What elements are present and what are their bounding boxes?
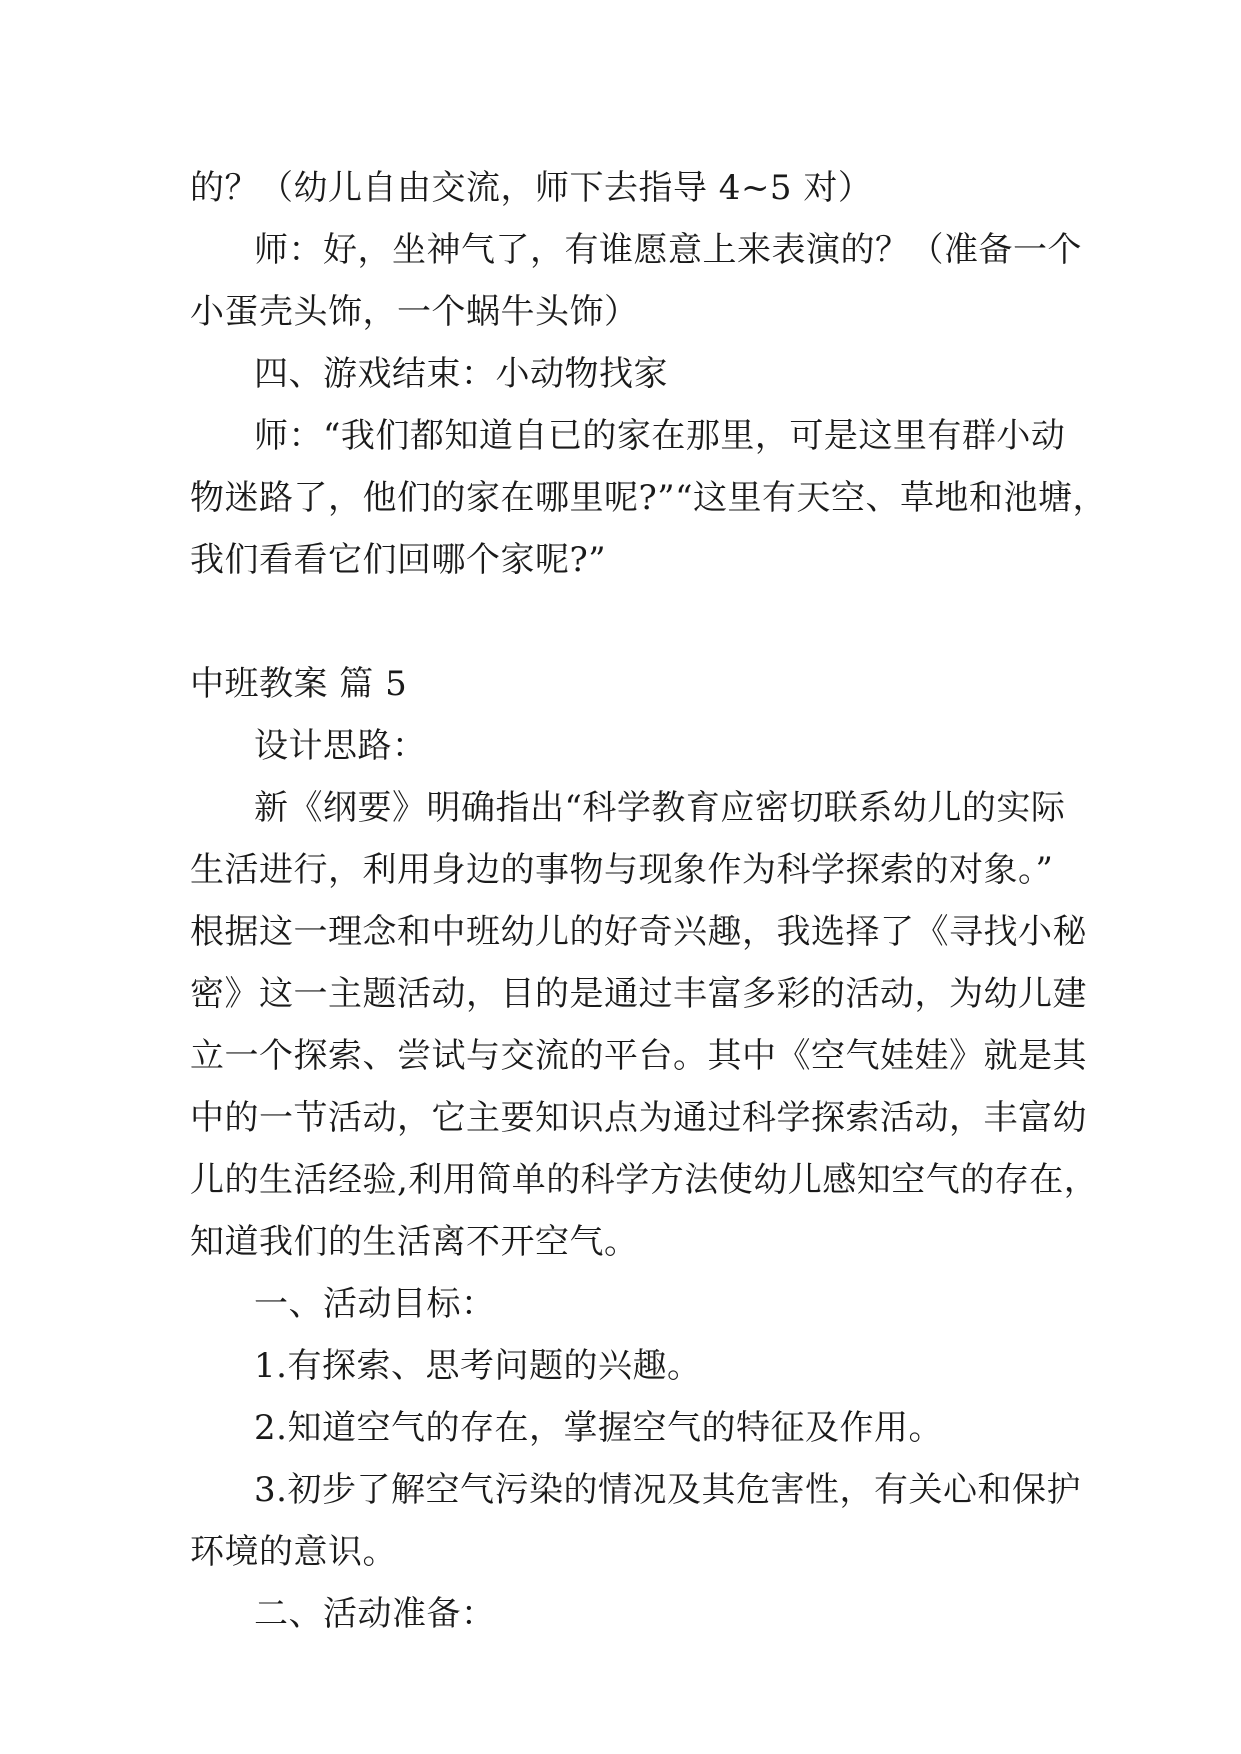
list-item: 3.初步了解空气污染的情况及其危害性，有关心和保护 <box>254 1470 1081 1510</box>
subsection-heading: 设计思路： <box>254 726 427 766</box>
list-item-continuation: 环境的意识。 <box>190 1532 397 1572</box>
paragraph-line: 师：好，坐神气了，有谁愿意上来表演的？（准备一个 <box>254 230 1082 270</box>
paragraph-line: 师：“我们都知道自已的家在那里，可是这里有群小动 <box>254 416 1066 456</box>
paragraph-line: 立一个探索、尝试与交流的平台。其中《空气娃娃》就是其 <box>190 1036 1087 1076</box>
paragraph-line: 新《纲要》明确指出“科学教育应密切联系幼儿的实际 <box>254 788 1066 828</box>
paragraph-line: 中的一节活动，它主要知识点为通过科学探索活动，丰富幼 <box>190 1098 1087 1138</box>
list-item: 1.有探索、思考问题的兴趣。 <box>254 1346 702 1386</box>
paragraph-line: 密》这一主题活动，目的是通过丰富多彩的活动，为幼儿建 <box>190 974 1087 1014</box>
paragraph-line: 我们看看它们回哪个家呢?” <box>190 540 607 580</box>
paragraph-line: 生活进行，利用身边的事物与现象作为科学探索的对象。” <box>190 850 1054 890</box>
paragraph-line: 儿的生活经验,利用简单的科学方法使幼儿感知空气的存在， <box>190 1160 1099 1200</box>
paragraph-line: 物迷路了，他们的家在哪里呢?”“这里有天空、草地和池塘， <box>190 478 1107 518</box>
paragraph-line: 根据这一理念和中班幼儿的好奇兴趣，我选择了《寻找小秘 <box>190 912 1087 952</box>
document-body <box>190 157 1107 1645</box>
section-spacer <box>190 591 1050 653</box>
paragraph-line: 的？（幼儿自由交流，师下去指导 4~5 对） <box>190 168 873 208</box>
list-item: 2.知道空气的存在，掌握空气的特征及作用。 <box>254 1408 943 1448</box>
paragraph-line: 小蛋壳头饰，一个蜗牛头饰） <box>190 292 639 332</box>
section-title: 中班教案 篇 5 <box>190 664 408 704</box>
subsection-heading: 二、活动准备： <box>254 1594 496 1634</box>
section-heading: 四、游戏结束：小动物找家 <box>254 354 668 394</box>
subsection-heading: 一、活动目标： <box>254 1284 496 1324</box>
paragraph-line: 知道我们的生活离不开空气。 <box>190 1222 639 1262</box>
